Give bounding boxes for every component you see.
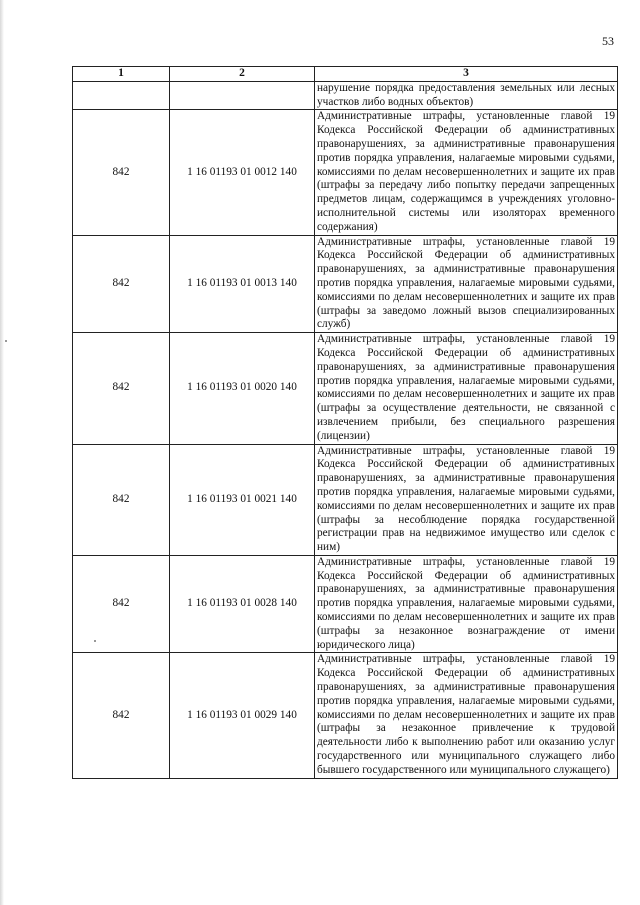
table-row bbox=[73, 555, 618, 653]
description-text: Административные штрафы, установленные главой 19 Кодекса Российской Федерации об административных правонарушениях, за административные правонарушения против порядка управления, налагаемые мировыми судьями, комиссиями по делам несовершеннолетних и защите их прав (штрафы за незаконное привлечение к трудовой деятельности либо к выполнению работ или оказанию услуг государственного или муниципального служащего либо бывшего государственного или муниципального служащего) bbox=[317, 653, 615, 776]
admin-code-cell: 842 bbox=[73, 653, 170, 778]
column-header-2: 2 bbox=[170, 67, 315, 82]
description-text: Административные штрафы, установленные главой 19 Кодекса Российской Федерации об административных правонарушениях, за административные правонарушения против порядка управления, налагаемые мировыми судьями, комиссиями по делам несовершеннолетних и защите их прав (штрафы за передачу либо попытку передачи запрещенных предметов лицам, содержащимся в учреждениях уголовно-исполнительной системы или изоляторах временного содержания) bbox=[317, 110, 615, 233]
description-text: Административные штрафы, установленные главой 19 Кодекса Российской Федерации об административных правонарушениях, за административные правонарушения против порядка управления, налагаемые мировыми судьями, комиссиями по делам несовершеннолетних и защите их прав (штрафы за заведомо ложный вызов специализированных служб) bbox=[317, 235, 615, 331]
table-row bbox=[73, 653, 618, 778]
column-header-3: 3 bbox=[315, 67, 618, 82]
table-row bbox=[73, 81, 618, 110]
table-row bbox=[73, 110, 618, 235]
kbk-code-cell: 1 16 01193 01 0028 140 bbox=[170, 555, 315, 653]
admin-code-cell: 842 bbox=[73, 555, 170, 653]
description-text: нарушение порядка предоставления земельных или лесных участков либо водных объектов) bbox=[317, 81, 615, 108]
column-header-1: 1 bbox=[73, 67, 170, 82]
kbk-code-cell: 1 16 01193 01 0013 140 bbox=[170, 235, 315, 333]
kbk-code-cell bbox=[170, 81, 315, 110]
description-cell bbox=[315, 81, 618, 110]
description-cell bbox=[315, 333, 618, 444]
description-text: Административные штрафы, установленные главой 19 Кодекса Российской Федерации об административных правонарушениях, за административные правонарушения против порядка управления, налагаемые мировыми судьями, комиссиями по делам несовершеннолетних и защите их прав (штрафы за несоблюдение порядка государственной регистрации прав на недвижимое имущество или сделок с ним) bbox=[317, 444, 615, 554]
kbk-code-cell: 1 16 01193 01 0012 140 bbox=[170, 110, 315, 235]
admin-code-cell: 842 bbox=[73, 235, 170, 333]
kbk-code-cell: 1 16 01193 01 0021 140 bbox=[170, 444, 315, 555]
page-number: 53 bbox=[602, 34, 614, 48]
description-cell bbox=[315, 555, 618, 653]
admin-code-cell: 842 bbox=[73, 333, 170, 444]
description-text: Административные штрафы, установленные главой 19 Кодекса Российской Федерации об административных правонарушениях, за административные правонарушения против порядка управления, налагаемые мировыми судьями, комиссиями по делам несовершеннолетних и защите их прав (штрафы за осуществление деятельности, не связанной с извлечением прибыли, без специального разрешения (лицензии) bbox=[317, 333, 615, 442]
kbk-code-cell: 1 16 01193 01 0020 140 bbox=[170, 333, 315, 444]
budget-classification-table bbox=[72, 66, 618, 779]
table-row bbox=[73, 235, 618, 333]
description-cell bbox=[315, 444, 618, 555]
scan-edge-shadow bbox=[0, 0, 4, 905]
description-cell bbox=[315, 110, 618, 235]
table-header-row bbox=[73, 67, 618, 82]
admin-code-cell: 842 bbox=[73, 110, 170, 235]
description-text: Административные штрафы, установленные главой 19 Кодекса Российской Федерации об административных правонарушениях, за административные правонарушения против порядка управления, налагаемые мировыми судьями, комиссиями по делам несовершеннолетних и защите их прав (штрафы за незаконное вознаграждение от имени юридического лица) bbox=[317, 555, 615, 651]
kbk-code-cell: 1 16 01193 01 0029 140 bbox=[170, 653, 315, 778]
admin-code-cell: 842 bbox=[73, 444, 170, 555]
admin-code-cell bbox=[73, 81, 170, 110]
table-row bbox=[73, 333, 618, 444]
table-row bbox=[73, 444, 618, 555]
description-cell bbox=[315, 653, 618, 778]
scan-speck bbox=[5, 340, 7, 342]
description-cell bbox=[315, 235, 618, 333]
